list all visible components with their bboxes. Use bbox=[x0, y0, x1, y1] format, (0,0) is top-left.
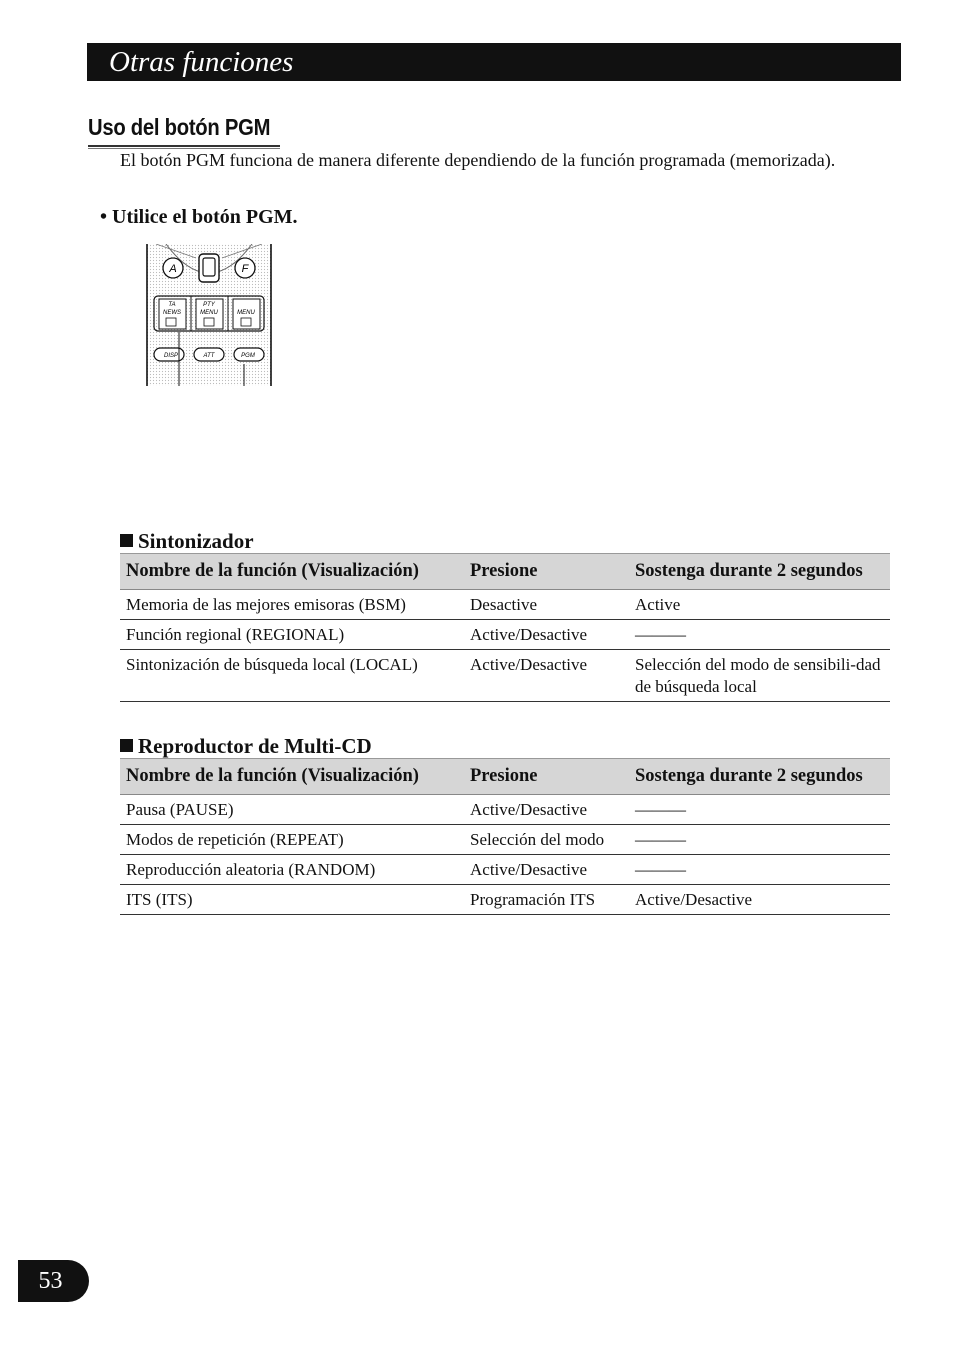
table-header-row bbox=[120, 759, 890, 795]
square-bullet-icon bbox=[120, 534, 133, 547]
a-button bbox=[163, 258, 183, 278]
table-cell: Desactive bbox=[464, 590, 629, 620]
joystick-icon bbox=[199, 254, 219, 282]
svg-text:PTY: PTY bbox=[203, 302, 215, 308]
table-cell: Active/Desactive bbox=[464, 795, 629, 825]
remote-control-illustration bbox=[146, 244, 272, 386]
column-header: Nombre de la función (Visualización) bbox=[120, 554, 464, 590]
table-header-row bbox=[120, 554, 890, 590]
tuner-heading: Sintonizador bbox=[120, 529, 254, 554]
tuner-table bbox=[120, 553, 890, 702]
pgm-button bbox=[234, 348, 264, 361]
page-title: Otras funciones bbox=[109, 46, 294, 78]
svg-text:MENU: MENU bbox=[200, 310, 218, 316]
column-header: Presione bbox=[464, 759, 629, 795]
table-cell: Pausa (PAUSE) bbox=[120, 795, 464, 825]
table-cell: Active bbox=[629, 590, 890, 620]
table-row bbox=[120, 650, 890, 702]
column-header: Sostenga durante 2 segundos bbox=[629, 759, 890, 795]
svg-text:MENU: MENU bbox=[237, 310, 255, 316]
table-cell: Modos de repetición (REPEAT) bbox=[120, 825, 464, 855]
table-cell: Selección del modo bbox=[464, 825, 629, 855]
table-cell: Programación ITS bbox=[464, 885, 629, 915]
table-row bbox=[120, 825, 890, 855]
table-cell: Función regional (REGIONAL) bbox=[120, 620, 464, 650]
svg-text:DISP: DISP bbox=[163, 353, 179, 359]
intro-paragraph: El botón PGM funciona de manera diferente dependiendo de la función programada (memorizada). bbox=[120, 150, 836, 170]
table-row bbox=[120, 795, 890, 825]
table-cell: Sintonización de búsqueda local (LOCAL) bbox=[120, 650, 464, 702]
table-cell: Active/Desactive bbox=[464, 855, 629, 885]
table-row bbox=[120, 590, 890, 620]
table-cell: Selección del modo de sensibili-dad de búsqueda local bbox=[629, 650, 890, 702]
att-button bbox=[194, 348, 224, 361]
table-cell: Active/Desactive bbox=[464, 620, 629, 650]
section-heading: Uso del botón PGM bbox=[88, 114, 271, 140]
header-bar bbox=[87, 43, 901, 81]
table-cell: ——— bbox=[629, 620, 890, 650]
instruction-bullet: • Utilice el botón PGM. bbox=[100, 206, 298, 228]
square-bullet-icon bbox=[120, 739, 133, 752]
page-number-badge: 53 bbox=[18, 1260, 89, 1302]
svg-text:F: F bbox=[241, 263, 249, 275]
table-cell: Active/Desactive bbox=[629, 885, 890, 915]
table-cell: ——— bbox=[629, 795, 890, 825]
svg-text:PGM: PGM bbox=[241, 353, 255, 359]
table-cell: Memoria de las mejores emisoras (BSM) bbox=[120, 590, 464, 620]
multicd-table bbox=[120, 758, 890, 915]
svg-text:A: A bbox=[169, 263, 177, 275]
table-cell: Reproducción aleatoria (RANDOM) bbox=[120, 855, 464, 885]
table-cell: ITS (ITS) bbox=[120, 885, 464, 915]
f-button bbox=[235, 258, 255, 278]
table-row bbox=[120, 885, 890, 915]
column-header: Sostenga durante 2 segundos bbox=[629, 554, 890, 590]
table-cell: ——— bbox=[629, 855, 890, 885]
svg-text:NEWS: NEWS bbox=[163, 310, 181, 316]
table-row bbox=[120, 620, 890, 650]
table-cell: Active/Desactive bbox=[464, 650, 629, 702]
svg-text:TA: TA bbox=[168, 302, 176, 308]
svg-text:ATT: ATT bbox=[203, 353, 215, 359]
table-row bbox=[120, 855, 890, 885]
column-header: Nombre de la función (Visualización) bbox=[120, 759, 464, 795]
table-cell: ——— bbox=[629, 825, 890, 855]
multicd-heading: Reproductor de Multi-CD bbox=[120, 734, 372, 759]
column-header: Presione bbox=[464, 554, 629, 590]
